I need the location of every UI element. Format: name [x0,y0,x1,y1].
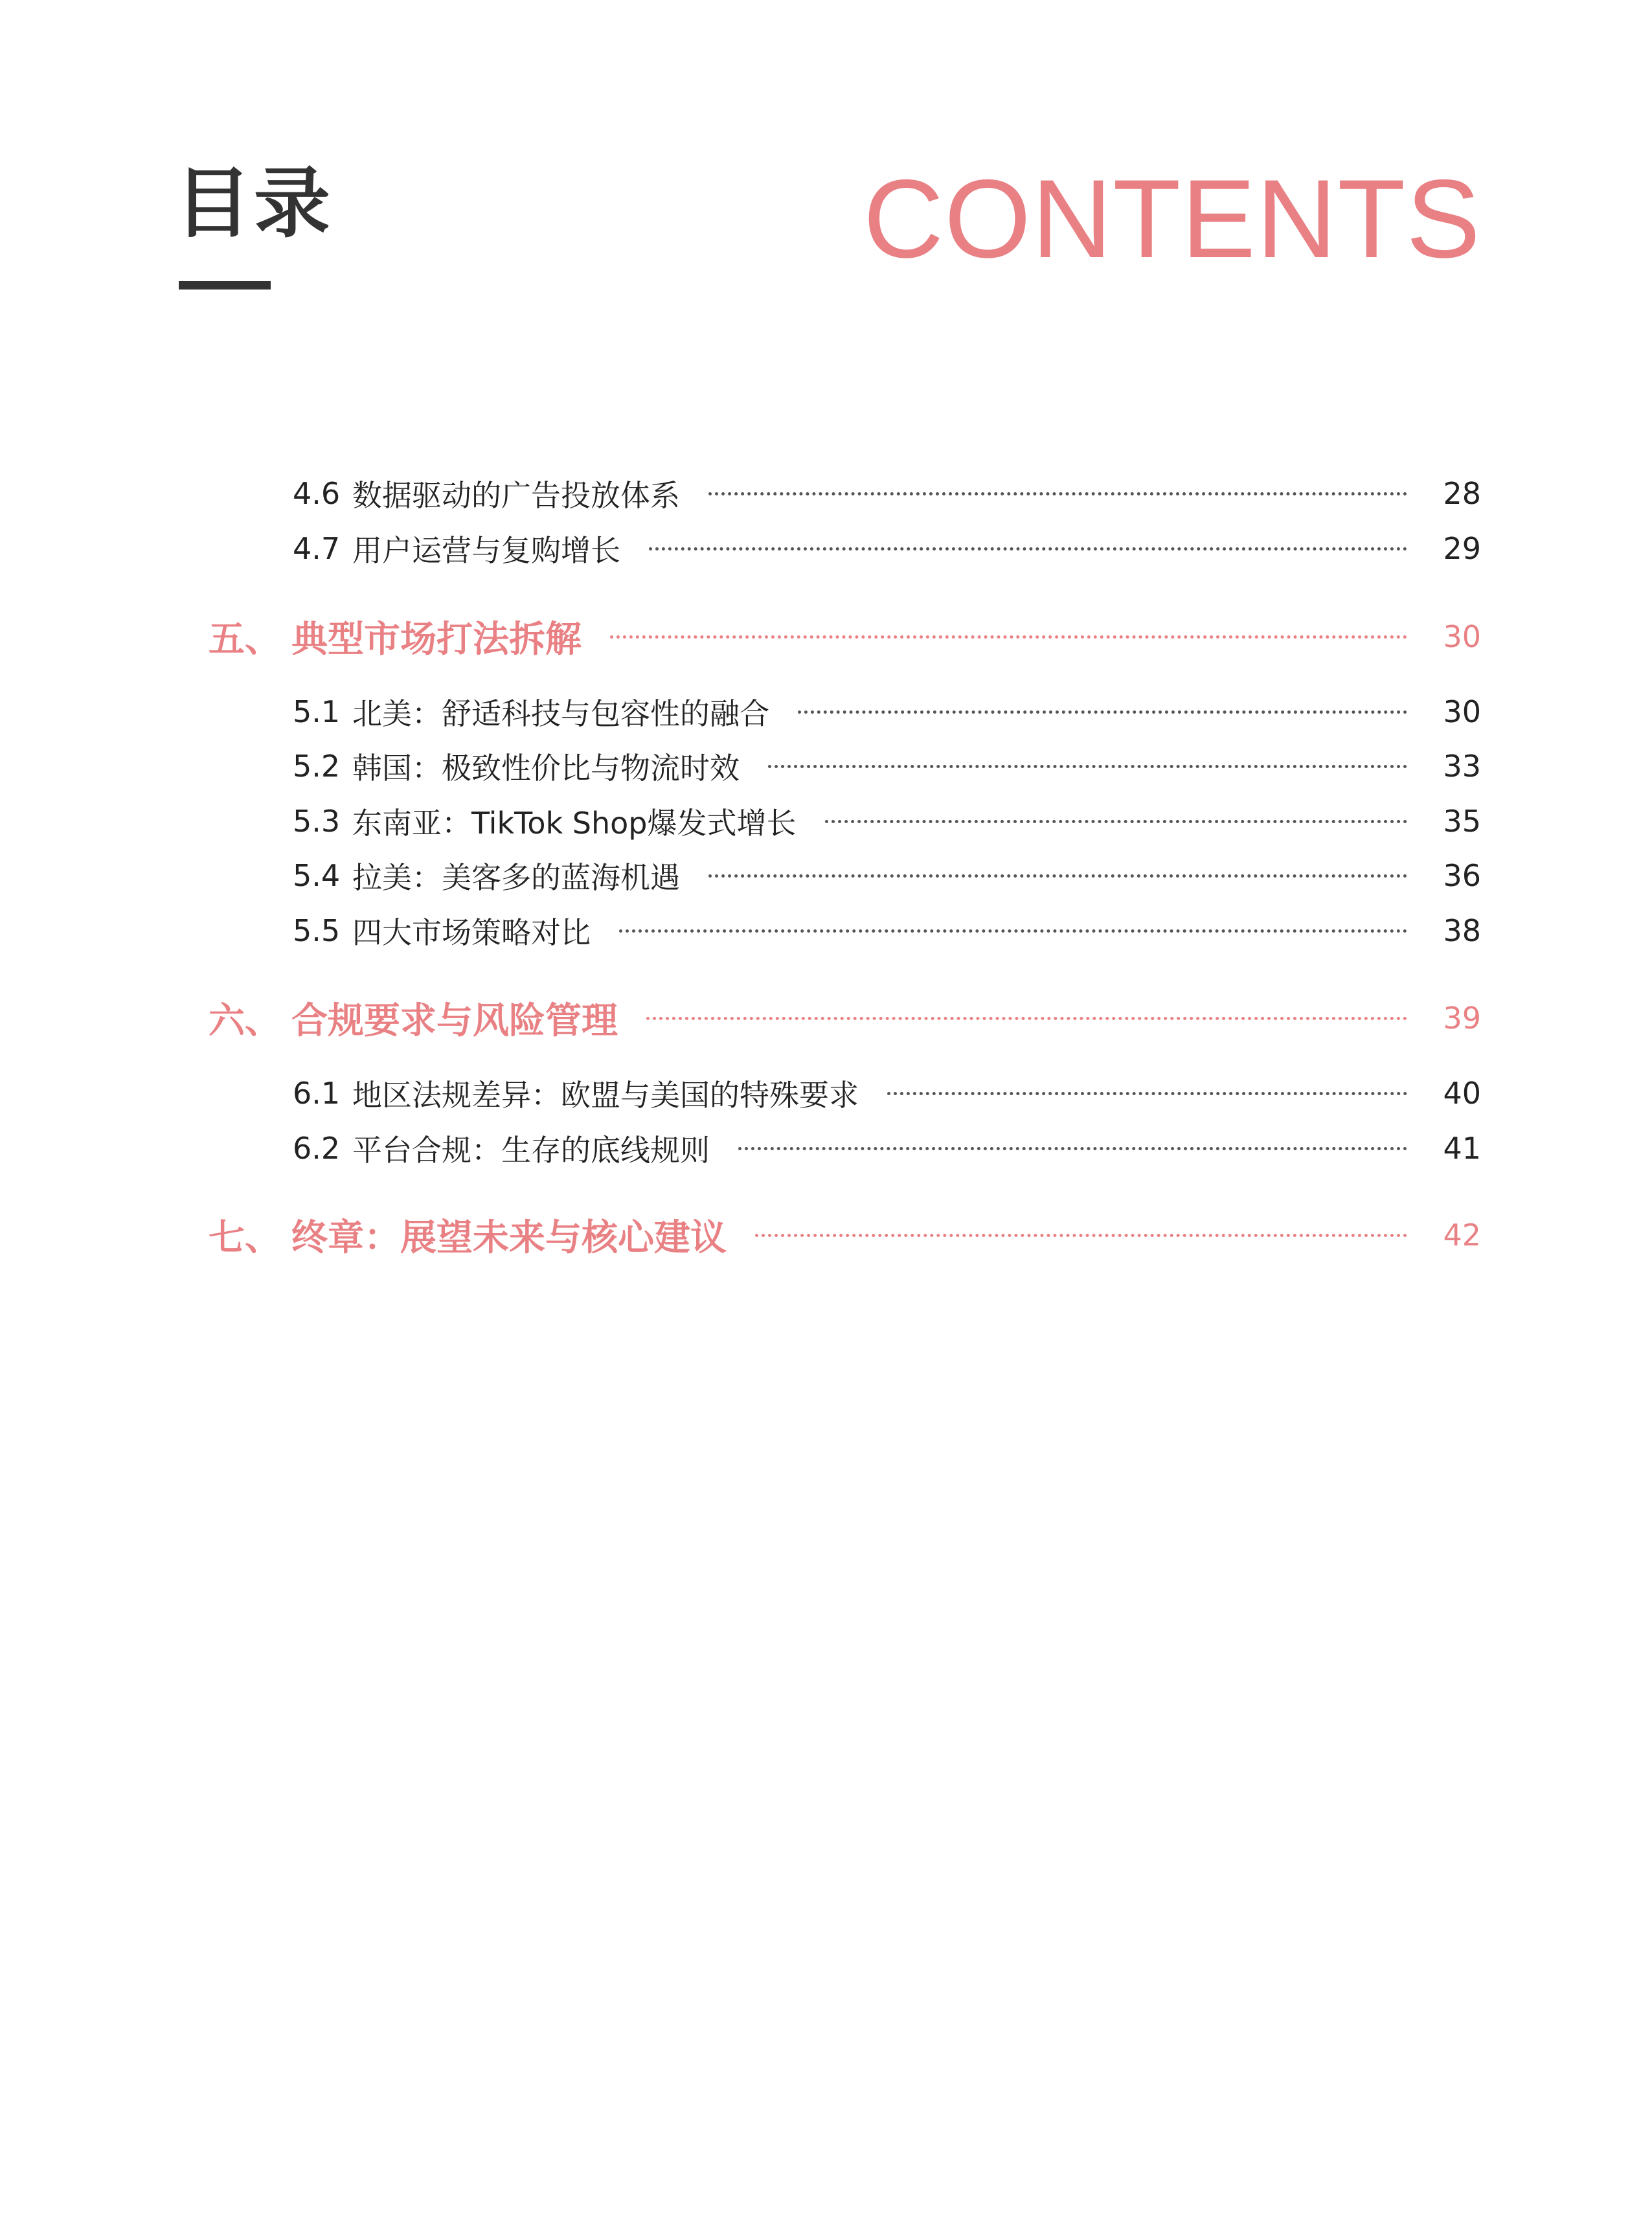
toc-entry-label: 四大市场策略对比 [352,915,591,950]
toc-entry-label: 拉美：美客多的蓝海机遇 [352,860,680,895]
dot-leader [610,635,1407,639]
toc-entry-number: 6.1 [293,1076,341,1111]
toc-entry-page: 28 [1443,476,1481,511]
contents-heading: CONTENTS [863,157,1481,281]
toc-entry-page: 36 [1443,858,1481,893]
toc-section[interactable] [0,992,1652,1044]
toc-entry-page: 30 [1443,694,1481,729]
toc-section-page: 42 [1443,1218,1481,1253]
dot-leader [646,1017,1407,1020]
dot-leader [768,765,1407,768]
toc-entry[interactable] [0,689,1652,734]
toc-entry-number: 4.7 [293,531,341,566]
dot-leader [798,710,1407,714]
dot-leader [738,1147,1407,1150]
dot-leader [619,929,1407,933]
toc-section-label: 合规要求与风险管理 [291,1000,618,1042]
toc-entry-number: 4.6 [293,476,341,511]
toc-entry[interactable] [0,853,1652,898]
title-underline [179,281,271,290]
toc-entry-label: 东南亚：TikTok Shop爆发式增长 [352,806,797,841]
toc-entry-number: 5.3 [293,804,341,839]
toc-entry-number: 5.4 [293,858,341,893]
toc-section-number: 六、 [209,1000,281,1042]
toc-entry-number: 5.2 [293,749,341,784]
dot-leader [708,492,1407,495]
toc-entry-number: 5.1 [293,694,341,729]
page-title: 目录 [175,159,334,248]
toc-entry-label: 用户运营与复购增长 [352,533,620,568]
toc-section-page: 30 [1443,619,1481,654]
toc-entry[interactable] [0,744,1652,789]
toc-entry[interactable] [0,799,1652,844]
toc-entry[interactable] [0,1071,1652,1116]
toc-section-number: 五、 [209,619,281,661]
toc-entry-page: 41 [1443,1131,1481,1166]
toc-entry-label: 北美：舒适科技与包容性的融合 [352,696,769,731]
toc-section-page: 39 [1443,1001,1481,1036]
toc-entry[interactable] [0,908,1652,953]
toc-entry-label: 韩国：极致性价比与物流时效 [352,751,740,786]
toc-entry-number: 5.5 [293,913,341,948]
dot-leader [755,1234,1407,1237]
toc-entry-page: 29 [1443,531,1481,566]
toc-entry-number: 6.2 [293,1131,341,1166]
toc-entry-label: 平台合规：生存的底线规则 [352,1133,710,1168]
toc-entry[interactable] [0,526,1652,571]
toc-section[interactable] [0,611,1652,663]
toc-section-label: 典型市场打法拆解 [291,619,582,661]
toc-entry-page: 40 [1443,1076,1481,1111]
toc-entry[interactable] [0,471,1652,516]
toc-entry-page: 35 [1443,804,1481,839]
toc-entry-page: 33 [1443,749,1481,784]
toc-entry-label: 数据驱动的广告投放体系 [352,478,680,513]
dot-leader [649,547,1407,551]
toc-section-label: 终章：展望未来与核心建议 [291,1217,727,1259]
toc-entry-page: 38 [1443,913,1481,948]
toc-entry[interactable] [0,1126,1652,1171]
dot-leader [825,820,1408,823]
dot-leader [708,874,1407,878]
toc-section-number: 七、 [209,1217,281,1259]
toc-section[interactable] [0,1209,1652,1261]
dot-leader [887,1092,1407,1095]
toc-entry-label: 地区法规差异：欧盟与美国的特殊要求 [352,1078,859,1113]
